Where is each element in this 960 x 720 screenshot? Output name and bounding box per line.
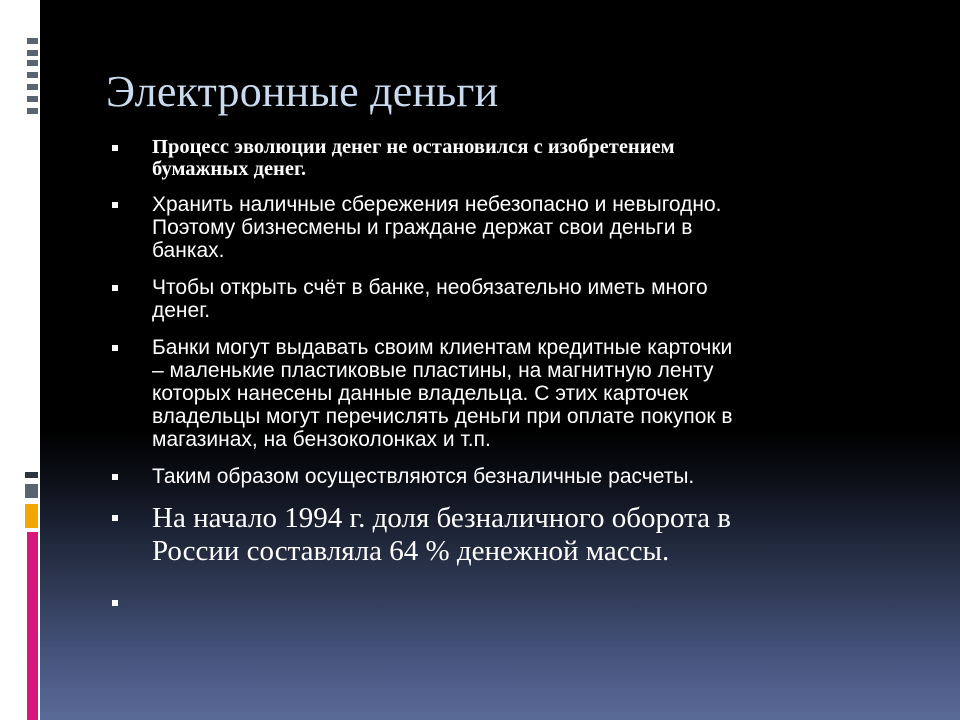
bullet-marker [112, 515, 118, 521]
bullet-text: Хранить наличные сбережения небезопасно и невыгодно. Поэтому бизнесмены и граждане держат свои деньги в банках. [152, 193, 722, 262]
deco-block-dark [25, 472, 38, 478]
bullet-marker [112, 202, 118, 208]
deco-block-gray [27, 108, 38, 114]
deco-block-gray [27, 38, 38, 44]
left-vertical-rule [38, 0, 40, 720]
bullet-marker [112, 285, 118, 291]
deco-block-orange [25, 504, 38, 528]
list-item [112, 336, 912, 451]
deco-block-gray [27, 72, 38, 78]
deco-block-gray [27, 60, 38, 66]
bullet-text: Процесс эволюции денег не остановился с изобретением бумажных денег. [152, 136, 675, 180]
list-item [112, 465, 912, 488]
list-item [112, 276, 912, 322]
list-item [112, 502, 912, 568]
deco-block-gray [27, 50, 38, 56]
bullet-text: На начало 1994 г. доля безналичного оборота в России составляла 64 % денежной массы. [152, 502, 731, 567]
deco-bar-magenta [27, 532, 38, 720]
bullet-list [112, 136, 912, 612]
deco-block-gray [27, 84, 38, 90]
left-decoration [27, 0, 38, 720]
bullet-marker [112, 345, 118, 351]
deco-block-gray [27, 96, 38, 102]
bullet-marker [112, 600, 118, 606]
list-item [112, 592, 912, 612]
bullet-text: Чтобы открыть счёт в банке, необязательно иметь много денег. [152, 276, 708, 322]
deco-block-gray [25, 484, 38, 498]
bullet-text: Таким образом осуществляются безналичные расчеты. [152, 465, 695, 488]
list-item [112, 136, 912, 180]
bullet-text: Банки могут выдавать своим клиентам кредитные карточки – маленькие пластиковые пластины, на магнитную ленту которых нанесены данные владельца. С этих карточек владельцы могут перечислять деньги при оплате покупок в магазинах, на бензоколонках и т.п. [152, 336, 733, 451]
list-item [112, 193, 912, 262]
bullet-marker [112, 474, 118, 480]
bullet-marker [112, 145, 118, 151]
slide-title: Электронные деньги [106, 67, 499, 116]
